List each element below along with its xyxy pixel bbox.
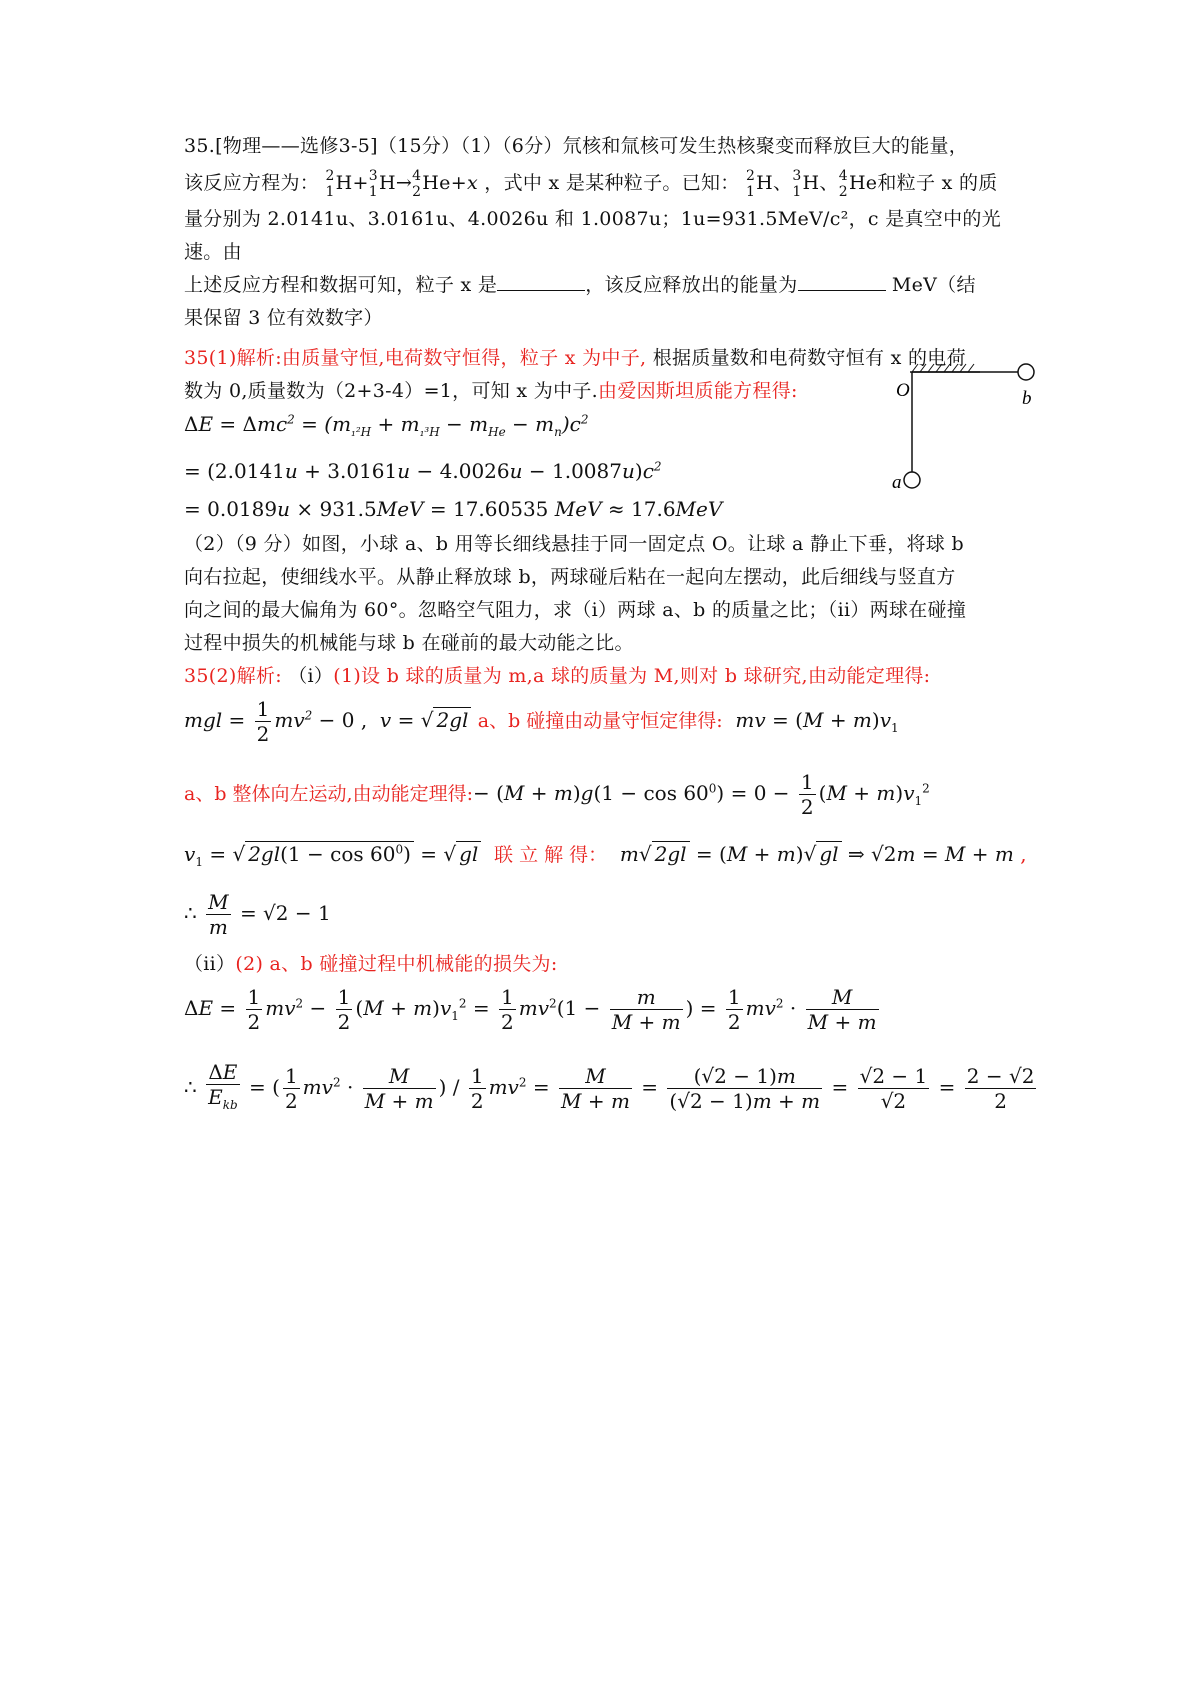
ball-b bbox=[1018, 364, 1034, 380]
pendulum-diagram bbox=[880, 360, 1040, 490]
p1-fill-line bbox=[184, 269, 1026, 302]
solution-2-ii bbox=[184, 948, 1026, 981]
nuclide-h2: 2 1 bbox=[325, 168, 335, 200]
equation-5: a、b 整体向左运动,由动能定理得:− $(M + m)g(1 - \cos 60^0) = 0$ − $\frac{1}{2}$ $(M + m)v_1^2$ bbox=[184, 770, 930, 819]
label-b: b bbox=[1022, 388, 1032, 409]
problem-2 bbox=[184, 528, 1026, 660]
equation-7: ∴ $\frac{M}{m}$ = √2 − 1 bbox=[184, 890, 331, 939]
sol2-txt3: 联 立 解 得： bbox=[494, 844, 608, 866]
sol1-red-text: 35(1)解析:由质量守恒,电荷数守恒得，粒子 x 为中子, bbox=[184, 347, 647, 369]
problem-1 bbox=[184, 130, 1026, 335]
sol2-head-red: 35(2)解析: bbox=[184, 665, 282, 687]
p1-line-2-mid: ，式中 x 是某种粒子。已知： bbox=[484, 172, 740, 194]
p2-line-4: 过程中损失的机械能与球 b 在碰前的最大动能之比。 bbox=[184, 632, 634, 654]
p2-line-2: 向右拉起，使细线水平。从静止释放球 b，两球碰后粘在一起向左摆动，此后细线与竖直方 bbox=[184, 566, 956, 588]
sol2-head-black: （i） bbox=[281, 665, 334, 687]
p2-line-1: （2）（9 分）如图，小球 a、b 用等长细线悬挂于同一固定点 O。让球 a 静止下垂，将球 b bbox=[184, 533, 964, 555]
p1-line-1: 35.[物理——选修3-5]（15分）（1）（6分）氘核和氚核可发生热核聚变而释放巨大的能量， bbox=[184, 135, 969, 157]
solution-2-head bbox=[184, 660, 1026, 693]
sol1-black-text: 根据质量数和电荷数守恒有 x 的电荷 bbox=[646, 347, 966, 369]
p1-end-line: 果保留 3 位有效数字） bbox=[184, 307, 383, 329]
equation-6: $v_1$ = √ $2gl(1 - \cos 60^0)$ = √ gl 联 立 解 得： m√ 2gl = (M + m)√ gl ⇒ √2m = M + m , bbox=[184, 842, 1027, 869]
label-o: O bbox=[896, 380, 910, 401]
nuclide-he4b: 4 2 bbox=[838, 168, 848, 200]
equation-4: mgl = $\frac{1}{2}$ $mv^2 - 0$ , v = √ 2gl a、b 碰撞由动量守恒定律得: mv = $(M + m)v_1$ bbox=[184, 697, 899, 746]
sol2-txt1: a、b 碰撞由动量守恒定律得: bbox=[477, 710, 723, 732]
answer-blank-2[interactable] bbox=[798, 272, 886, 291]
sol2-txt2: a、b 整体向左运动,由动能定理得: bbox=[184, 783, 473, 805]
nuclide-h3b: 3 1 bbox=[792, 168, 802, 200]
p1-fill-a: 上述反应方程和数据可知，粒子 x 是 bbox=[184, 274, 498, 296]
label-a: a bbox=[892, 472, 902, 490]
equation-8: ΔE = $\frac{1}{2}$ $mv^2$ − $\frac{1}{2}$ $(M + m)v_1^2$ = $\frac{1}{2}$ $mv^2(1$ − $\frac{m}{M + m}$ ) = $\frac{1}{2}$ $mv^2$ · $\frac{M}{M + m}$ bbox=[184, 985, 877, 1034]
p1-line-2-tail: 和粒子 x 的质 bbox=[877, 172, 998, 194]
sol2-head-red2: (1)设 b 球的质量为 m,a 球的质量为 M,则对 b 球研究,由动能定理得: bbox=[333, 665, 931, 687]
nuclide-h2b: 2 1 bbox=[745, 168, 756, 200]
equation-3: = 0.0189u × 931.5MeV = 17.60535 MeV ≈ 17.6MeV bbox=[184, 497, 723, 521]
sol1-line2-red: 由爱因斯坦质能方程得: bbox=[598, 380, 798, 402]
equation-2: = $(2.0141u + 3.0161u - 4.0026u - 1.0087u)c^2$ bbox=[184, 459, 662, 483]
p1-line-2-lead: 该反应方程为： bbox=[184, 172, 320, 194]
p1-fill-c: MeV（结 bbox=[885, 274, 976, 296]
nuclide-he4: 4 2 bbox=[412, 168, 422, 200]
p1-line-2: 该反应方程为： 2 1 H+ 3 1 H→ 4 2 He+x ，式中 x 是某种粒子。已知： 2 1 H、 3 1 H、 4 2 He和粒子 x 的质 bbox=[184, 168, 998, 200]
ball-a bbox=[904, 472, 920, 488]
sol2-ii-red: (2) a、b 碰撞过程中机械能的损失为: bbox=[235, 953, 558, 975]
sol2-ii-black: （ii） bbox=[184, 953, 236, 975]
answer-blank-1[interactable] bbox=[497, 272, 585, 291]
equation-9: ∴ $\frac{\Delta E}{E_{kb}}$ = ( $\frac{1}{2}$ $mv^2$ · $\frac{M}{M + m}$ ) / $\frac{1}{2}$ $mv^2$ = $\frac{M}{M + m}$ = $\frac{(√2 - 1)m}{(√2 - 1)m + m}$ = $\frac{√2 - 1}{√2}$ = $\frac{2 - √2}{2}$ bbox=[184, 1060, 1035, 1113]
nuclide-h3: 3 1 bbox=[368, 168, 378, 200]
p1-fill-b: ，该反应释放出的能量为 bbox=[585, 274, 798, 296]
p1-mass-line: 量分别为 2.0141u、3.0161u、4.0026u 和 1.0087u；1u=931.5MeV/c²，c 是真空中的光速。由 bbox=[184, 208, 1001, 263]
sol1-line2-black: 数为 0,质量数为（2+3-4）=1，可知 x 为中子. bbox=[184, 380, 599, 402]
p2-line-3: 向之间的最大偏角为 60°。忽略空气阻力，求（i）两球 a、b 的质量之比；（ii）两球在碰撞 bbox=[184, 599, 967, 621]
ceiling-hatch bbox=[912, 364, 974, 372]
equation-1: $\Delta E = \Delta mc^2 = (m_{_1^2H} + m_{_1^3H} - m_{He} - m_n)c^2$ bbox=[184, 412, 589, 439]
